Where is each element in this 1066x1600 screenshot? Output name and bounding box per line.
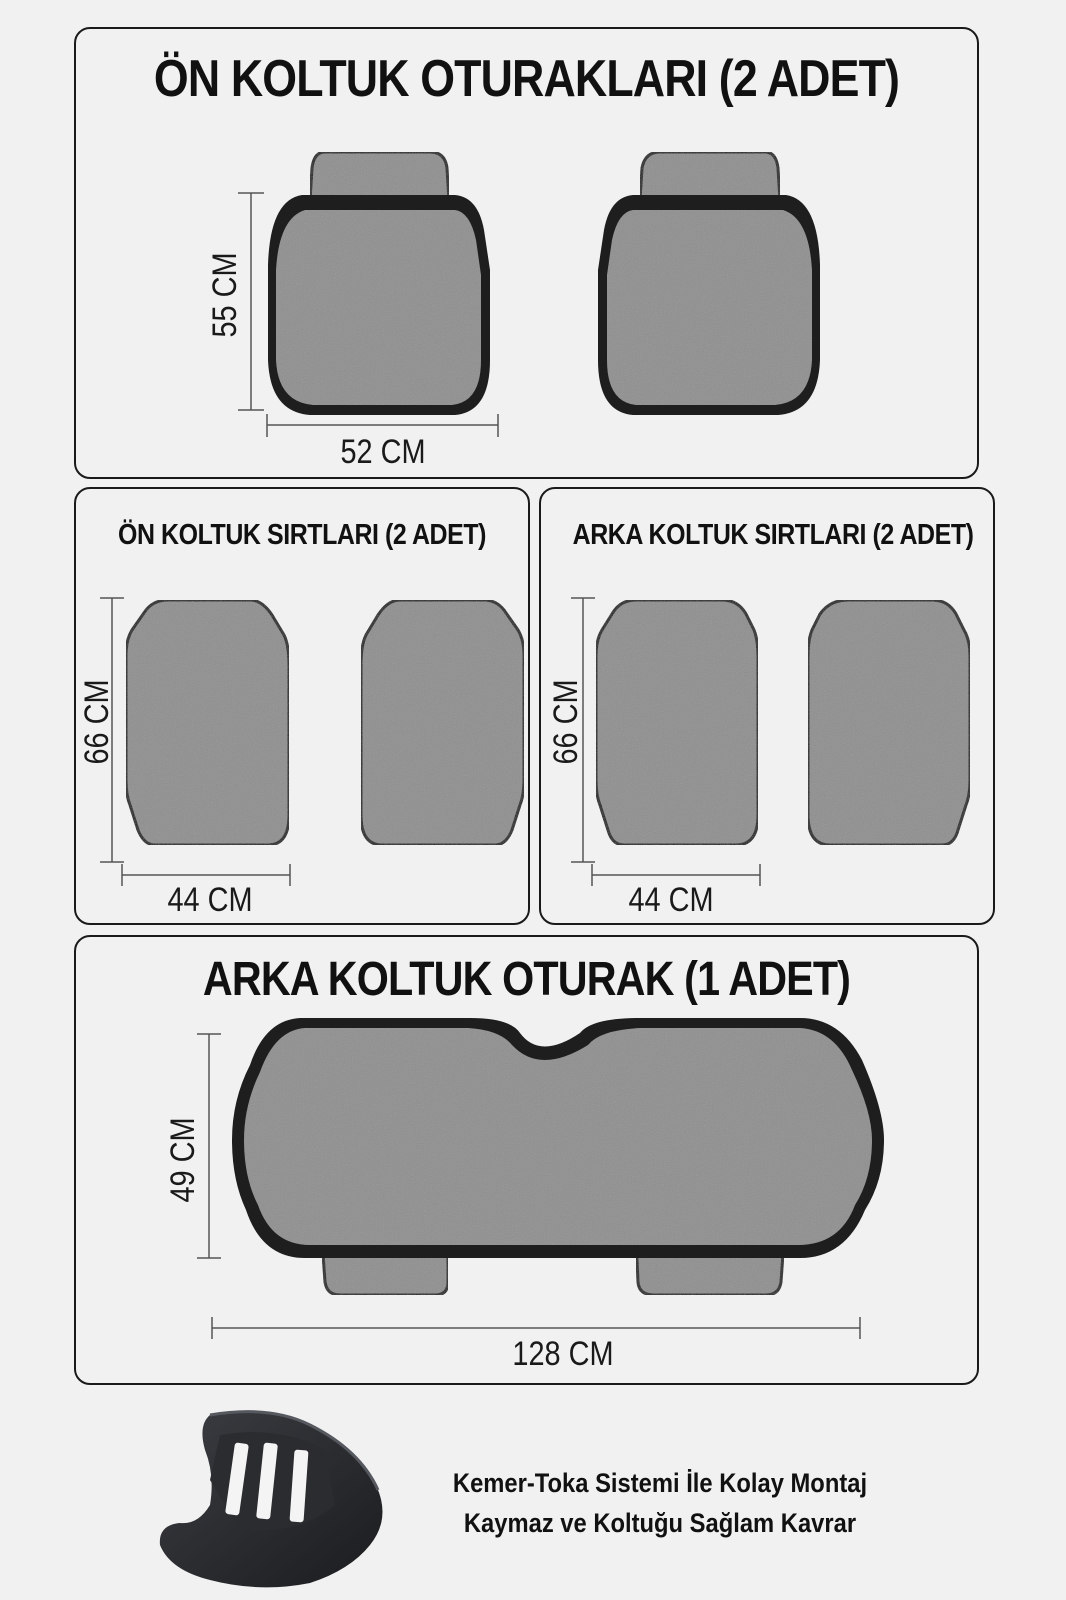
footer-text xyxy=(414,1463,907,1543)
front-backs-width-label: 44 CM xyxy=(167,879,253,919)
footer-line-2: Kaymaz ve Koltuğu Sağlam Kavrar xyxy=(463,1508,857,1538)
rear-seat-cushion xyxy=(244,1028,872,1245)
front-seats-width-label: 52 CM xyxy=(340,431,426,471)
rear-seat-title: ARKA KOLTUK OTURAK (1 ADET) xyxy=(202,953,851,1006)
footer-line-1: Kemer-Toka Sistemi İle Kolay Montaj xyxy=(452,1468,868,1498)
front-seats-height-label: 55 CM xyxy=(204,252,244,338)
rear-backs-width-label: 44 CM xyxy=(628,879,714,919)
rear-backs-title: ARKA KOLTUK SIRTLARI (2 ADET) xyxy=(572,519,974,551)
rear-seat-width-label: 128 CM xyxy=(512,1333,614,1373)
rear-backs-height-label: 66 CM xyxy=(545,679,585,765)
front-backs-height-label: 66 CM xyxy=(76,679,116,765)
front-seats-title: ÖN KOLTUK OTURAKLARI (2 ADET) xyxy=(153,50,900,108)
buckle-strap-image xyxy=(150,1395,410,1595)
rear-seat-height-label: 49 CM xyxy=(162,1117,202,1203)
front-backs-title: ÖN KOLTUK SIRTLARI (2 ADET) xyxy=(117,519,486,551)
